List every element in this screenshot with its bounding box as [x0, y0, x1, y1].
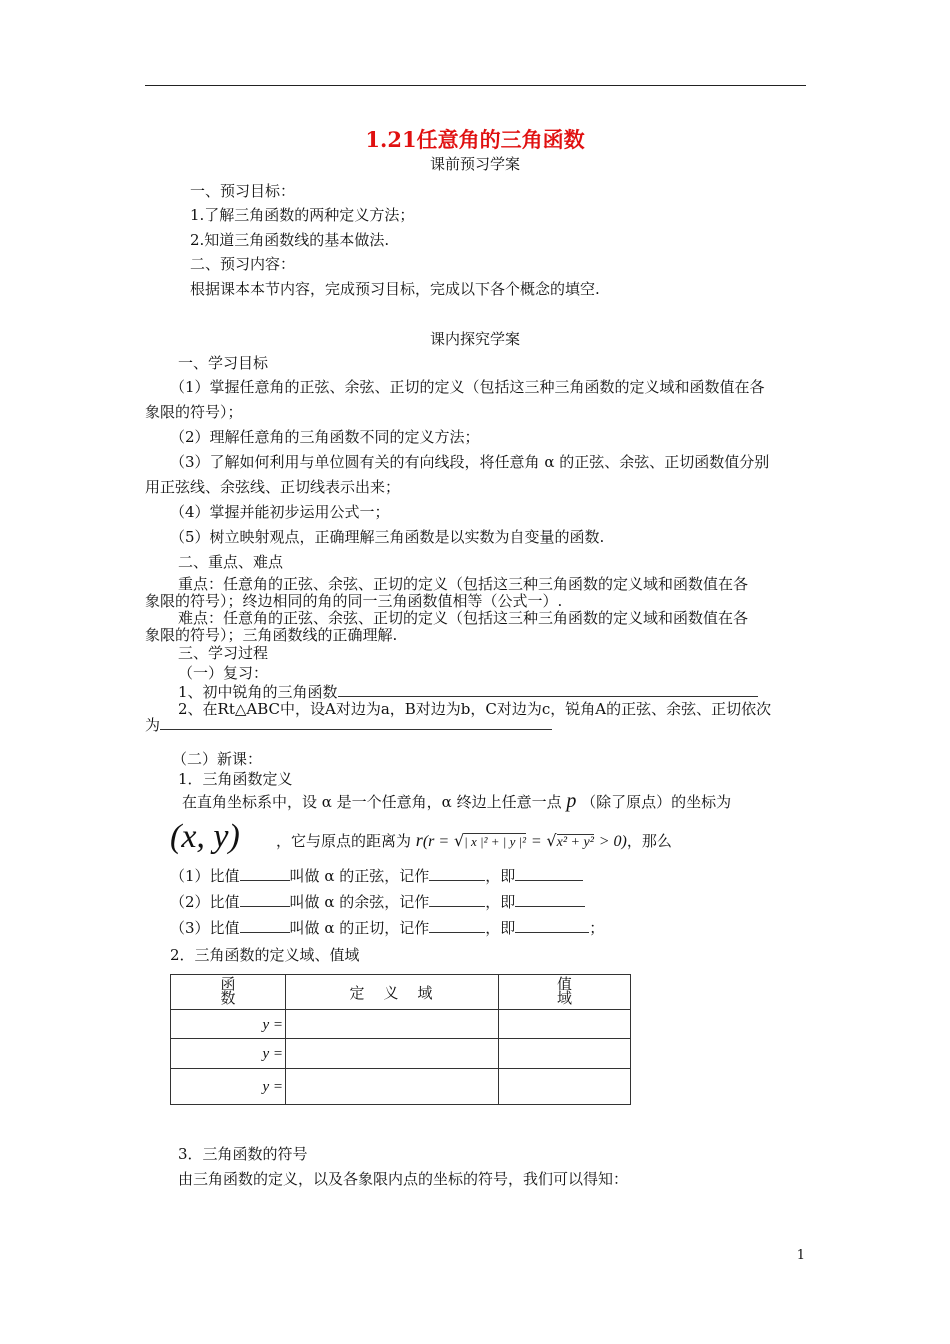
ratio-sine-a: （1）比值 [170, 867, 240, 885]
definition-text-b: （除了原点）的坐标为 [581, 793, 732, 811]
cosine-notation-blank[interactable] [429, 892, 485, 907]
tangent-notation-blank[interactable] [429, 918, 485, 933]
distance-then: ，那么 [626, 832, 672, 850]
objective-5: （5）树立映射观点，正确理解三角函数是以实数为自变量的函数. [170, 528, 605, 546]
domain-cell[interactable] [286, 1039, 499, 1069]
definition-text [182, 790, 731, 813]
objective-4: （4）掌握并能初步运用公式一； [170, 503, 390, 521]
sqrt-sign-2: √ [546, 831, 557, 850]
distance-formula-c: = [530, 833, 542, 850]
sign-title: 3．三角函数的符号 [178, 1145, 308, 1163]
cosine-ratio-blank[interactable] [240, 892, 290, 907]
header-rule [145, 85, 806, 86]
key-point-line-a: 重点：任意角的正弦、余弦、正切的定义（包括这三种三角函数的定义域和函数值在各 [178, 575, 749, 593]
key-points-title: 二、重点、难点 [178, 553, 284, 571]
ratio-tangent-c: ，即 [485, 919, 516, 937]
domain-cell[interactable] [286, 1010, 499, 1039]
ratio-tangent-b: 叫做 α 的正切，记作 [289, 919, 430, 937]
page-title: 1.21任意角的三角函数 [365, 127, 585, 152]
preview-content-title: 二、预习内容： [190, 255, 296, 273]
sine-ratio-blank[interactable] [240, 866, 290, 881]
table-row [171, 1039, 631, 1069]
domain-range-title: 2．三角函数的定义域、值域 [170, 946, 360, 964]
review-item-2-line-b [145, 714, 552, 735]
review-item-2-line-a: 2、在Rt△ABC中，设A对边为a，B对边为b，C对边为c，锐角A的正弦、余弦、正切依次 [178, 700, 772, 718]
review-1-answer-blank[interactable] [338, 682, 758, 697]
review-item-1-text: 1、初中锐角的三角函数 [178, 683, 338, 701]
table-row [171, 1069, 631, 1105]
table-header-row [171, 975, 631, 1010]
distance-formula-e: > 0) [598, 833, 627, 850]
table-row-label: y = [171, 1010, 286, 1039]
tangent-ratio-blank[interactable] [240, 918, 290, 933]
preview-goal-title: 一、预习目标： [190, 182, 296, 200]
ratio-cosine-c: ，即 [485, 893, 516, 911]
section-heading-preview: 课前预习学案 [429, 155, 520, 173]
tangent-value-blank[interactable] [515, 918, 589, 933]
page-number: 1 [796, 1248, 805, 1263]
coordinate-xy-text: (x, y) [170, 818, 240, 855]
learning-goal-title: 一、学习目标 [178, 354, 269, 372]
range-cell[interactable] [499, 1010, 631, 1039]
ratio-tangent [170, 917, 604, 938]
ratio-sine-b: 叫做 α 的正弦，记作 [289, 867, 430, 885]
range-cell[interactable] [499, 1039, 631, 1069]
ratio-tangent-a: （3）比值 [170, 919, 240, 937]
key-point-line-b: 象限的符号）；终边相同的角的同一三角函数值相等（公式一）. [145, 592, 563, 610]
cosine-value-blank[interactable] [515, 892, 585, 907]
table-header-function: 函数 [171, 975, 286, 1010]
review-item-2-text: 为 [145, 716, 161, 734]
table-header-range: 值域 [499, 975, 631, 1010]
coordinate-xy [170, 816, 240, 856]
objective-1-line-a: （1）掌握任意角的正弦、余弦、正切的定义（包括这三种三角函数的定义域和函数值在各 [170, 378, 765, 396]
sine-value-blank[interactable] [515, 866, 583, 881]
preview-goal-2: 2.知道三角函数线的基本做法. [190, 231, 390, 249]
sqrt-sign-1: √ [453, 831, 465, 850]
ratio-cosine-a: （2）比值 [170, 893, 240, 911]
range-cell[interactable] [499, 1069, 631, 1105]
objective-3-line-b: 用正弦线、余弦线、正切线表示出来； [145, 478, 401, 496]
ratio-cosine-b: 叫做 α 的余弦，记作 [289, 893, 430, 911]
distance-r: r [415, 830, 423, 850]
distance-line [276, 830, 672, 851]
ratio-cosine [170, 891, 585, 912]
definition-title: 1．三角函数定义 [178, 770, 293, 788]
point-p: p [566, 790, 577, 812]
difficulty-line-b: 象限的符号）；三角函数线的正确理解. [145, 626, 398, 644]
table-row-label: y = [171, 1039, 286, 1069]
sine-notation-blank[interactable] [429, 866, 485, 881]
domain-cell[interactable] [286, 1069, 499, 1105]
table-row [171, 1010, 631, 1039]
table-row-label: y = [171, 1069, 286, 1105]
preview-goal-1: 1.了解三角函数的两种定义方法； [190, 206, 415, 224]
distance-formula-a: (r = [422, 833, 450, 850]
domain-range-table [170, 974, 631, 1105]
process-title: 三、学习过程 [178, 644, 269, 662]
objective-1-line-b: 象限的符号）； [145, 403, 243, 421]
objective-2: （2）理解任意角的三角函数不同的定义方法； [170, 428, 480, 446]
objective-3-line-a: （3）了解如何利用与单位圆有关的有向线段，将任意角 α 的正弦、余弦、正切函数值分别 [170, 453, 770, 471]
difficulty-line-a: 难点：任意角的正弦、余弦、正切的定义（包括这三种三角函数的定义域和函数值在各 [178, 609, 749, 627]
definition-text-a: 在直角坐标系中，设 α 是一个任意角，α 终边上任意一点 [182, 793, 562, 811]
sign-text: 由三角函数的定义，以及各象限内点的坐标的符号，我们可以得知： [178, 1170, 629, 1188]
preview-content-text: 根据课本本节内容，完成预习目标，完成以下各个概念的填空. [190, 280, 600, 298]
table-header-domain: 定 义 域 [286, 975, 499, 1010]
new-lesson-title: （二）新课： [172, 750, 263, 768]
review-title: （一）复习： [178, 664, 269, 682]
ratio-sine-c: ，即 [485, 867, 516, 885]
review-2-answer-blank[interactable] [160, 715, 552, 730]
distance-formula-b: | x |² + | y |² [464, 834, 527, 849]
ratio-tangent-end: ； [589, 919, 605, 937]
distance-text: ，它与原点的距离为 [276, 832, 412, 850]
distance-formula-d: x² + y² [556, 835, 594, 850]
section-heading-inclass: 课内探究学案 [429, 330, 520, 348]
ratio-sine [170, 865, 583, 886]
